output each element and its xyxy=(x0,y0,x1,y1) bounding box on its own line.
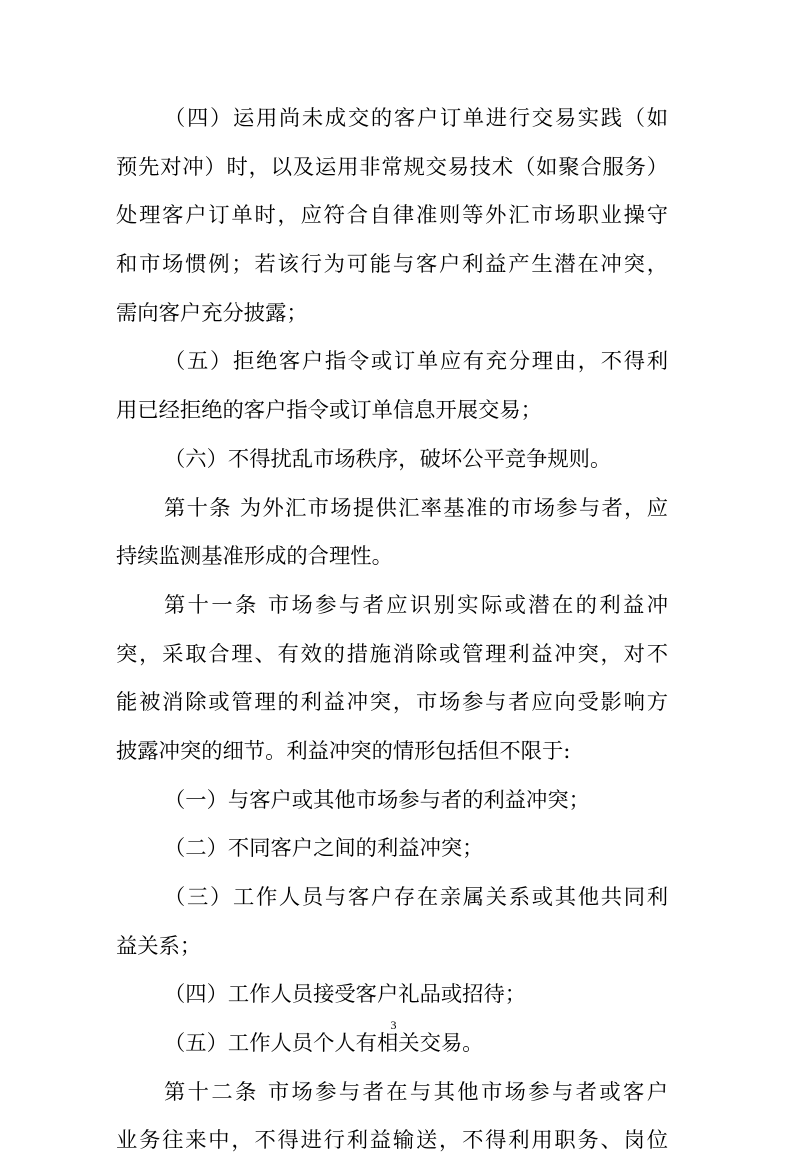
text-line: 预先对冲）时，以及运用非常规交易技术（如聚合服务） xyxy=(116,154,668,180)
text-line: （六）不得扰乱市场秩序，破坏公平竞争规则。 xyxy=(164,446,612,472)
text-line: 第十二条 市场参与者在与其他市场参与者或客户 xyxy=(164,1079,668,1105)
text-line: 业务往来中，不得进行利益输送，不得利用职务、岗位 xyxy=(116,1128,668,1154)
text-line: （三）工作人员与客户存在亲属关系或其他共同利 xyxy=(164,885,668,910)
text-line: 需向客户充分披露； xyxy=(116,300,308,326)
text-line: 持续监测基准形成的合理性。 xyxy=(116,544,393,570)
text-line: （五）拒绝客户指令或订单应有充分理由，不得利 xyxy=(164,349,668,375)
page-number: 3 xyxy=(390,1018,397,1032)
text-line: （一）与客户或其他市场参与者的利益冲突； xyxy=(164,787,590,813)
text-line: （二）不同客户之间的利益冲突； xyxy=(164,836,484,862)
text-line: 第十一条 市场参与者应识别实际或潜在的利益冲 xyxy=(164,592,668,618)
text-line: （五）工作人员个人有相关交易。 xyxy=(164,1031,484,1057)
text-line: （四）工作人员接受客户礼品或招待； xyxy=(164,982,527,1008)
document-body xyxy=(116,95,668,1166)
text-line: 突，采取合理、有效的措施消除或管理利益冲突，对不 xyxy=(116,641,668,667)
text-line: 处理客户订单时，应符合自律准则等外汇市场职业操守 xyxy=(116,203,668,229)
text-line: 第十条 为外汇市场提供汇率基准的市场参与者，应 xyxy=(164,495,668,521)
text-line: 能被消除或管理的利益冲突，市场参与者应向受影响方 xyxy=(116,690,668,716)
text-line: 益关系； xyxy=(116,933,202,959)
text-line: （四）运用尚未成交的客户订单进行交易实践（如 xyxy=(164,106,668,131)
text-line: 披露冲突的细节。利益冲突的情形包括但不限于: xyxy=(116,738,571,764)
text-line: 用已经拒绝的客户指令或订单信息开展交易； xyxy=(116,398,542,424)
text-line: 和市场惯例；若该行为可能与客户利益产生潜在冲突， xyxy=(116,252,668,278)
